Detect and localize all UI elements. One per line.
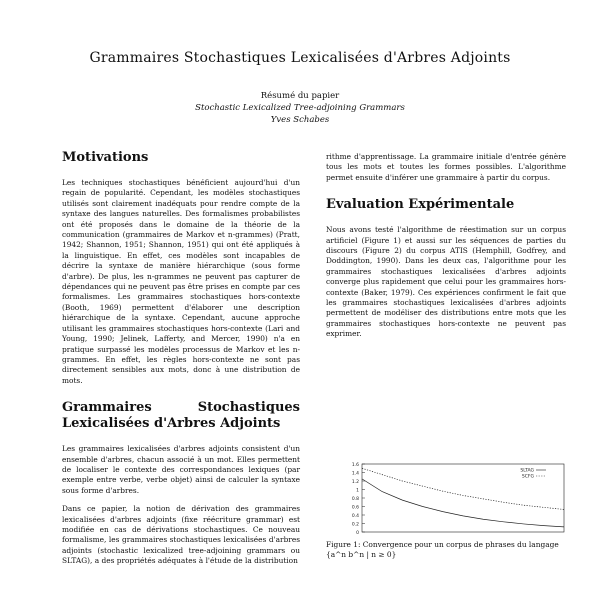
legend-label: SLTAG — [520, 468, 534, 474]
convergence-chart — [332, 458, 570, 538]
paper-subheading — [0, 90, 600, 126]
y-tick-label: 1.6 — [351, 463, 359, 468]
experiment-heading: Evaluation Expérimentale — [326, 197, 515, 213]
y-tick-label: 1.4 — [351, 471, 359, 477]
y-tick-label: 0.4 — [351, 514, 359, 519]
motivations-heading: Motivations — [62, 150, 149, 165]
slg-paragraph-2: Dans ce papier, la notion de dérivation des grammaires lexicalisées d'arbres adjoints (fixe réécriture grammar) est modifiée en cas de dérivations stochastiques. Ce nouveau formalisme, les grammaires stochastiques lexicalisées d'arbres adjoints (stochastic lexicalized tree-adjoining grammars ou SLTAG), a des propriétés adéquates à l'étude de la distribution — [62, 504, 300, 566]
slg-heading: Grammaires Stochastiques Lexicalisées d'Arbres Adjoints — [62, 400, 300, 432]
motivations-text: Les techniques stochastiques bénéficient aujourd'hui d'un regain de popularité. Cependant, les modèles stochastiques utilisés sont clairement inadéquats pour rendre compte de la syntaxe des langues naturelles. Des formalismes probabilistes ont été proposés dans le domaine de la théorie de la communication (grammaires de Markov et n-grammes) (Pratt, 1942; Shannon, 1951; Shannon, 1951) qui ont été appliqués à la linguistique. En effet, ces modèles sont incapables de décrire la syntaxe de manière hiérarchique (sous forme d'arbre). De plus, les n-grammes ne peuvent pas capturer de dépendances qui ne peuvent pas être prises en compte par ces formalismes. Les grammaires stochastiques hors-contexte (Booth, 1969) permettent d'élaborer une description hiérarchique de la syntaxe. Cependant, aucune approche utilisant les grammaires stochastiques hors-contexte (Lari and Young, 1990; Jelinek, Lafferty, and Mercer, 1990) n'a en pratique surpassé les modèles processus de Markov et les n-grammes. En effet, les règles hors-contexte ne sont pas directement sensibles aux mots, donc à une distribution de mots. — [62, 178, 300, 385]
y-tick-label: 1 — [356, 488, 359, 494]
original-paper-title: Stochastic Lexicalized Tree-adjoining Grammars — [195, 103, 405, 113]
y-tick-label: 0.2 — [351, 522, 359, 528]
author: Yves Schabes — [270, 115, 330, 125]
y-tick-label: 1.2 — [351, 480, 359, 485]
y-tick-label: 0.6 — [351, 505, 359, 511]
y-tick-label: 0.8 — [351, 497, 359, 502]
right-top-paragraph: rithme d'apprentissage. La grammaire initiale d'entrée génère tous les mots et toutes les formes possibles. L'algorithme permet ensuite d'inférer une grammaire à partir du corpus. — [326, 152, 566, 182]
series-line-sltag — [362, 479, 564, 527]
legend-label: SCFG — [521, 474, 534, 480]
right-column — [326, 152, 566, 348]
slg-paragraph-1: Les grammaires lexicalisées d'arbres adjoints consistent d'un ensemble d'arbres, chacun associé à un mot. Elles permettent de localiser le contexte des correspondances lexiques (par exemple entre verbe, verbe objet) ainsi de calculer la syntaxe sous forme d'arbres. — [62, 444, 300, 495]
left-column — [62, 150, 300, 575]
y-tick-label: 0 — [356, 531, 359, 536]
paper-title: Grammaires Stochastiques Lexicalisées d'Arbres Adjoints — [89, 50, 511, 66]
summary-label: Résumé du papier — [260, 91, 340, 101]
figure-caption: Figure 1: Convergence pour un corpus de phrases du langage {a^n b^n | n ≥ 0} — [326, 540, 559, 560]
experiment-text: Nous avons testé l'algorithme de réestimation sur un corpus artificiel (Figure 1) et aussi sur les séquences de parties du discours (Figure 2) du corpus ATIS (Hemphill, Godfrey, and Doddington, 1990). Dans les deux cas, l'algorithme pour les grammaires stochastiques lexicalisées d'arbres adjoints converge plus rapidement que celui pour les grammaires hors-contexte (Baker, 1979). Ces expériences confirment le fait que les grammaires stochastiques lexicalisées d'arbres adjoints permettent de modéliser des distributions entre mots que les grammaires stochastiques hors-contexte ne peuvent pas exprimer. — [326, 225, 566, 339]
